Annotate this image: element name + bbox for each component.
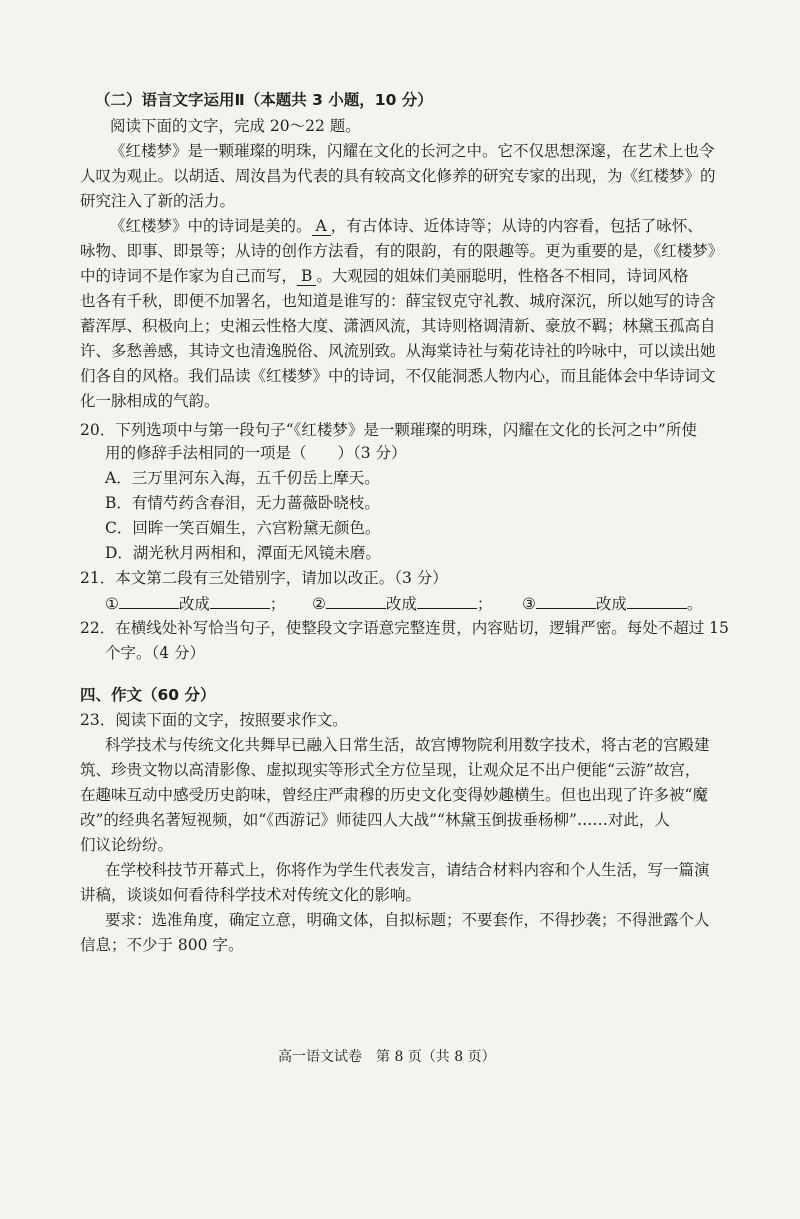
passage-line: 蓄浑厚、积极向上；史湘云性格大度、潇洒风流，其诗则格调清新、豪放不羁；林黛玉孤高自 [80,317,716,335]
option-b: B．有情芍药含春泪，无力蔷薇卧晓枝。 [105,494,380,512]
passage-text: 中的诗词不是作家为自己而写， [80,267,298,285]
task-line: 在学校科技节开幕式上，你将作为学生代表发言，请结合材料内容和个人生活，写一篇演 [105,861,710,879]
blank-a: A [312,217,331,236]
passage-line: 人叹为观止。以胡适、周汝昌为代表的具有较高文化修养的研究专家的出现，为《红楼梦》的 [80,167,716,185]
passage-line: 研究注入了新的活力。 [80,192,236,210]
correction-sep: 。 [686,595,703,613]
passage-line: 们各自的风格。我们品读《红楼梦》中的诗词，不仅能洞悉人物内心，而且能体会中华诗词文 [80,367,716,385]
answer-blank[interactable] [326,591,386,609]
section-2-intro: 阅读下面的文字，完成 20～22 题。 [110,117,361,135]
question-23-intro: 23．阅读下面的文字，按照要求作文。 [80,711,348,729]
question-stem: 22．在横线处补写恰当句子，使整段文字语意完整连贯，内容贴切，逻辑严密。每处不超过 15 [80,619,729,637]
correction-number: ① [105,595,119,613]
correction-row [312,591,492,616]
passage-line [80,264,688,288]
passage-line: 咏物、即事、即景等；从诗的创作方法看，有的限韵，有的限趣等。更为重要的是，《红楼梦》 [80,242,724,260]
section-2-title: （二）语言文字运用Ⅱ（本题共 3 小题，10 分） [95,91,433,109]
answer-blank[interactable] [627,591,687,609]
passage-line: 许、多愁善感，其诗文也清逸脱俗、风流别致。从海棠诗社与菊花诗社的吟咏中，可以读出她 [80,342,716,360]
question-stem: 个字。（4 分） [105,644,206,662]
correction-sep: ； [476,595,493,613]
correction-label: 改成 [595,595,627,613]
section-4-title: 四、作文（60 分） [80,686,216,704]
blank-b: B [297,267,316,286]
correction-label: 改成 [178,595,210,613]
correction-sep: ； [269,595,286,613]
passage-text: 《红楼梦》中的诗词是美的。 [110,217,312,235]
passage-text: 。大观园的姐妹们美丽聪明，性格各不相同，诗词风格 [316,267,689,285]
option-d: D．湖光秋月两相和，潭面无风镜未磨。 [105,544,381,562]
requirement-line: 信息；不少于 800 字。 [80,936,244,954]
correction-number: ② [312,595,326,613]
requirement-line: 要求：选准角度，确定立意，明确文体，自拟标题；不要套作，不得抄袭；不得泄露个人 [105,911,710,929]
passage-line [110,214,703,238]
question-stem: 21．本文第二段有三处错别字，请加以改正。（3 分） [80,569,448,587]
correction-row [522,591,702,616]
material-line: 筑、珍贵文物以高清影像、虚拟现实等形式全方位呈现，让观众足不出户便能“云游”故宫， [80,761,701,779]
answer-blank[interactable] [119,591,179,609]
material-line: 科学技术与传统文化共舞早已融入日常生活，故宫博物院利用数字技术，将古老的宫殿建 [105,736,710,754]
task-line: 讲稿，谈谈如何看待科学技术对传统文化的影响。 [80,886,422,904]
answer-blank[interactable] [210,591,270,609]
option-a: A．三万里河东入海，五千仞岳上摩天。 [105,469,380,487]
question-stem: 20．下列选项中与第一段句子“《红楼梦》是一颗璀璨的明珠，闪耀在文化的长河之中”所使 [80,421,697,439]
correction-row [105,591,285,616]
answer-blank[interactable] [417,591,477,609]
material-line: 在趣味互动中感受历史韵味，曾经庄严肃穆的历史文化变得妙趣横生。但也出现了许多被“魔 [80,786,708,804]
option-c: C．回眸一笑百媚生，六宫粉黛无颜色。 [105,519,381,537]
answer-blank[interactable] [536,591,596,609]
passage-line: 化一脉相成的气韵。 [80,392,220,410]
passage-line: 《红楼梦》是一颗璀璨的明珠，闪耀在文化的长河之中。它不仅思想深邃，在艺术上也令 [110,142,715,160]
correction-label: 改成 [385,595,417,613]
passage-line: 也各有千秋，即便不加署名，也知道是谁写的：薛宝钗克守礼教、城府深沉，所以她写的诗含 [80,292,716,310]
material-line: 改”的经典名著短视频，如“《西游记》师徒四人大战”“林黛玉倒拔垂杨柳”……对此，人 [80,811,670,829]
material-line: 们议论纷纷。 [80,836,174,854]
correction-number: ③ [522,595,536,613]
page-footer: 高一语文试卷 第 8 页（共 8 页） [278,1049,496,1065]
question-stem: 用的修辞手法相同的一项是（ ）（3 分） [105,444,407,462]
passage-text: ，有古体诗、近体诗等；从诗的内容看，包括了咏怀、 [330,217,703,235]
